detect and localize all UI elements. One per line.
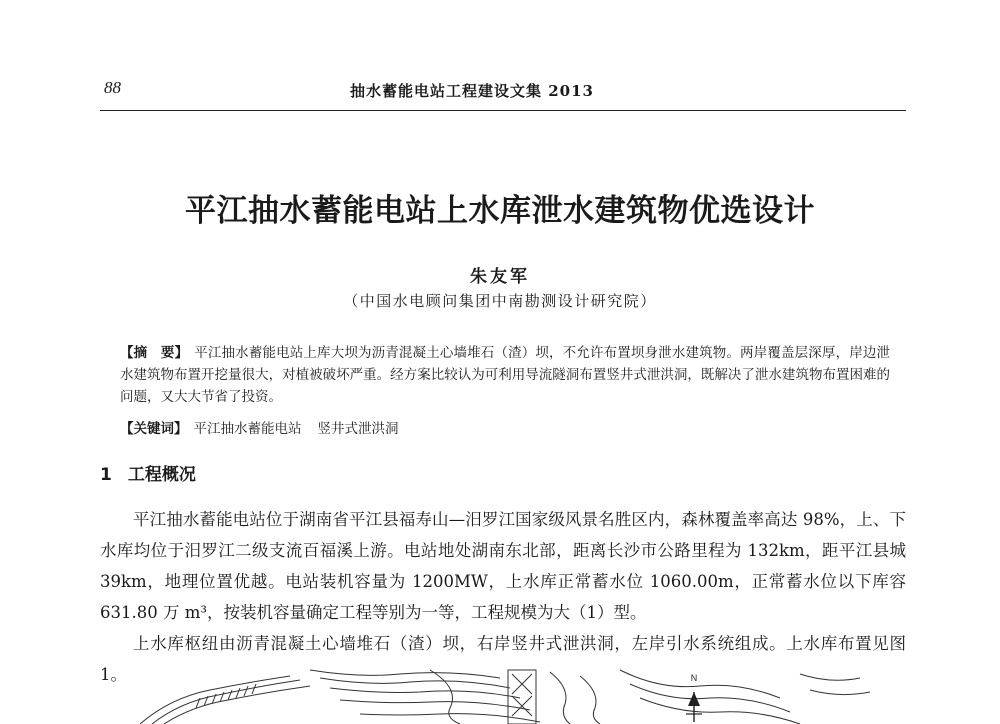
keyword-item: 竖井式泄洪洞 bbox=[317, 421, 399, 437]
author-name: 朱友军 bbox=[470, 267, 530, 287]
author-affiliation: （中国水电顾问集团中南勘测设计研究院） bbox=[343, 292, 657, 310]
body-paragraph: 上水库枢纽由沥青混凝土心墙堆石（渣）坝，右岸竖井式泄洪洞，左岸引水系统组成。上水库布置见图 1。 bbox=[100, 634, 906, 684]
running-head: 抽水蓄能电站工程建设文集 2013 bbox=[350, 82, 594, 100]
north-arrow-icon bbox=[686, 692, 702, 722]
keyword-item: 平江抽水蓄能电站 bbox=[193, 421, 302, 437]
body-paragraph: 平江抽水蓄能电站位于湖南省平江县福寿山—汨罗江国家级风景名胜区内，森林覆盖率高达 98%，上、下水库均位于汨罗江二级支流百福溪上游。电站地处湖南东北部，距离长沙市公路里程为 132km，距平江县城 39km，地理位置优越。电站装机容量为 1200MW，上水库正常蓄水位 1060.00m，正常蓄水位以下库容 631.80 万 m³，按装机容量确定工程等别为一等，工程规模为大（1）型。 bbox=[100, 510, 906, 622]
reservoir-layout-drawing bbox=[100, 668, 906, 724]
header-rule bbox=[100, 110, 906, 111]
abstract-label: 【摘 要】 bbox=[120, 345, 189, 361]
north-label: N bbox=[690, 673, 698, 683]
section-heading bbox=[100, 460, 196, 485]
section-body bbox=[100, 504, 906, 690]
section-number: 1 bbox=[100, 465, 112, 485]
abstract-text: 平江抽水蓄能电站上库大坝为沥青混凝土心墙堆石（渣）坝，不允许布置坝身泄水建筑物。两岸覆盖层深厚，岸边泄水建筑物布置开挖量很大，对植被破坏严重。经方案比较认为可利用导流隧洞布置竖井式泄洪洞，既解决了泄水建筑物布置困难的问题，又大大节省了投资。 bbox=[120, 345, 891, 405]
keywords bbox=[120, 418, 890, 440]
article-title: 平江抽水蓄能电站上水库泄水建筑物优选设计 bbox=[185, 193, 815, 229]
section-title: 工程概况 bbox=[127, 465, 196, 485]
abstract bbox=[120, 342, 890, 408]
reservoir-layout-figure bbox=[100, 668, 906, 724]
page-number: 88 bbox=[104, 78, 121, 97]
keywords-label: 【关键词】 bbox=[120, 421, 188, 437]
